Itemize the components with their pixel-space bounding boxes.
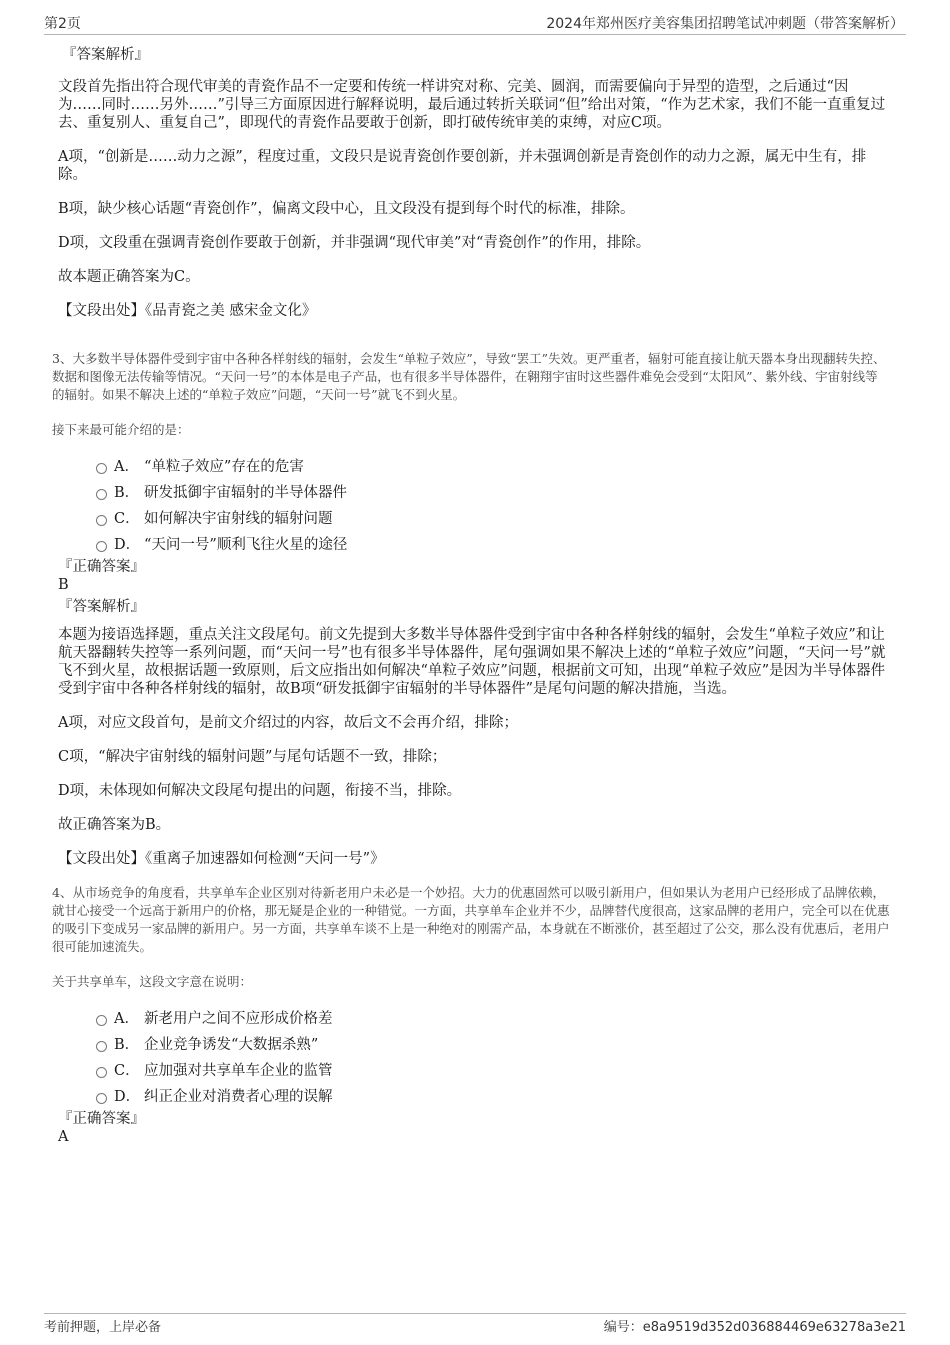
q2-point-a: A项，“创新是……动力之源”，程度过重，文段只是说青瓷创作要创新，并未强调创新是青瓷创作的动力之源，属无中生有，排除。: [58, 149, 867, 183]
option-text: 纠正企业对消费者心理的误解: [144, 1089, 333, 1105]
q3-conclusion: 故正确答案为B。: [58, 817, 171, 833]
option-text: “天问一号”顺利飞往火星的途径: [144, 537, 348, 553]
q2-point-b: B项，缺少核心话题“青瓷创作”，偏离文段中心，且文段没有提到每个时代的标准，排除。: [58, 201, 635, 217]
radio-icon[interactable]: [96, 541, 107, 552]
radio-icon[interactable]: [96, 1093, 107, 1104]
q3-analysis: 本题为接语选择题，重点关注文段尾句。前文先提到大多数半导体器件受到宇宙中各种各样射线的辐射，会发生“单粒子效应”和让航天器翻转失控等一系列问题，而“天问一号”也有很多半导体器件，尾句强调如果不解决上述的“单粒子效应”问题，“天问一号”就飞不到火星，故根据话题一致原则，后文应指出如何解决“单粒子效应”问题，根据前文可知，出现“单粒子效应”是因为半导体器件受到宇宙中各种各样射线的辐射，故B项“研发抵御宇宙辐射的半导体器件”是尾句问题的解决措施，当选。: [58, 627, 886, 697]
page-header: [44, 10, 906, 35]
option-text: 企业竞争诱发“大数据杀熟”: [144, 1037, 319, 1053]
option-letter: D．: [114, 537, 141, 553]
footer-slogan: 考前押题，上岸必备: [44, 1320, 162, 1335]
q4-option-a[interactable]: [58, 1006, 890, 1032]
q4-option-d[interactable]: [58, 1084, 890, 1110]
q3-prompt: 接下来最可能介绍的是：: [52, 422, 190, 437]
radio-icon[interactable]: [96, 489, 107, 500]
page-footer: [44, 1313, 906, 1335]
option-letter: A．: [114, 459, 139, 475]
option-text: 研发抵御宇宙辐射的半导体器件: [144, 485, 347, 501]
q4-prompt: 关于共享单车，这段文字意在说明：: [52, 974, 253, 989]
q3-source: 【文段出处】《重离子加速器如何检测“天问一号”》: [58, 851, 385, 867]
radio-icon[interactable]: [96, 1015, 107, 1026]
option-text: 应加强对共享单车企业的监管: [144, 1063, 333, 1079]
page-content: [52, 46, 890, 1146]
q2-point-d: D项，文段重在强调青瓷创作要敢于创新，并非强调“现代审美”对“青瓷创作”的作用，排除。: [58, 235, 651, 251]
q3-option-a[interactable]: [58, 454, 890, 480]
radio-icon[interactable]: [96, 515, 107, 526]
q4-answer-label: 『正确答案』: [58, 1111, 145, 1127]
q4-question-text: 4、从市场竞争的角度看，共享单车企业区别对待新老用户未必是一个妙招。大力的优惠固然可以吸引新用户，但如果认为老用户已经形成了品牌依赖，就甘心接受一个远高于新用户的价格，那无疑是企业的一种错觉。一方面，共享单车企业并不少，品牌替代度很高，这家品牌的老用户，完全可以在优惠的吸引下变成另一家品牌的新用户。另一方面，共享单车谈不上是一种绝对的刚需产品，本身就在不断涨价，甚至超过了公交，那么没有优惠后，老用户很可能加速流失。: [52, 885, 890, 954]
q3-answer: B: [58, 577, 69, 593]
option-letter: A．: [114, 1011, 139, 1027]
q3-point-c: C项，“解决宇宙射线的辐射问题”与尾句话题不一致，排除；: [58, 749, 447, 765]
q4-option-b[interactable]: [58, 1032, 890, 1058]
q3-option-d[interactable]: [58, 532, 890, 558]
option-letter: B．: [114, 485, 140, 501]
q2-conclusion: 故本题正确答案为C。: [58, 269, 200, 285]
document-serial: 编号：e8a9519d352d036884469e63278a3e21: [603, 1320, 906, 1335]
option-letter: B．: [114, 1037, 140, 1053]
option-letter: C．: [114, 1063, 140, 1079]
page-number: 第2页: [44, 16, 81, 32]
option-text: “单粒子效应”存在的危害: [144, 459, 304, 475]
q3-analysis-label: 『答案解析』: [58, 599, 145, 615]
option-text: 如何解决宇宙射线的辐射问题: [144, 511, 333, 527]
q3-question-text: 3、大多数半导体器件受到宇宙中各种各样射线的辐射，会发生“单粒子效应”，导致“罢工”失效。更严重者，辐射可能直接让航天器本身出现翻转失控、数据和图像无法传输等情况。“天问一号”的本体是电子产品，也有很多半导体器件，在翱翔宇宙时这些器件难免会受到“太阳风”、紫外线、宇宙射线等的辐射。如果不解决上述的“单粒子效应”问题，“天问一号”就飞不到火星。: [52, 351, 886, 402]
option-text: 新老用户之间不应形成价格差: [144, 1011, 333, 1027]
q4-options: [58, 1006, 890, 1110]
q3-option-b[interactable]: [58, 480, 890, 506]
document-title: 2024年郑州医疗美容集团招聘笔试冲刺题（带答案解析）: [546, 16, 904, 32]
q4-answer: A: [58, 1129, 69, 1145]
q2-source: 【文段出处】《品青瓷之美 感宋金文化》: [58, 303, 317, 319]
q3-point-a: A项，对应文段首句，是前文介绍过的内容，故后文不会再介绍，排除；: [58, 715, 518, 731]
option-letter: D．: [114, 1089, 141, 1105]
q3-point-d: D项，未体现如何解决文段尾句提出的问题，衔接不当，排除。: [58, 783, 462, 799]
radio-icon[interactable]: [96, 1067, 107, 1078]
q3-answer-label: 『正确答案』: [58, 559, 145, 575]
q3-option-c[interactable]: [58, 506, 890, 532]
option-letter: C．: [114, 511, 140, 527]
radio-icon[interactable]: [96, 1041, 107, 1052]
q2-analysis: 文段首先指出符合现代审美的青瓷作品不一定要和传统一样讲究对称、完美、圆润，而需要偏向于异型的造型，之后通过“因为……同时……另外……”引导三方面原因进行解释说明，最后通过转折关联词“但”给出对策，“作为艺术家，我们不能一直重复过去、重复别人、重复自己”，即现代的青瓷作品要敢于创新，即打破传统审美的束缚，对应C项。: [58, 79, 886, 131]
q2-analysis-label: 『答案解析』: [62, 47, 149, 63]
radio-icon[interactable]: [96, 463, 107, 474]
q4-option-c[interactable]: [58, 1058, 890, 1084]
q3-options: [58, 454, 890, 558]
